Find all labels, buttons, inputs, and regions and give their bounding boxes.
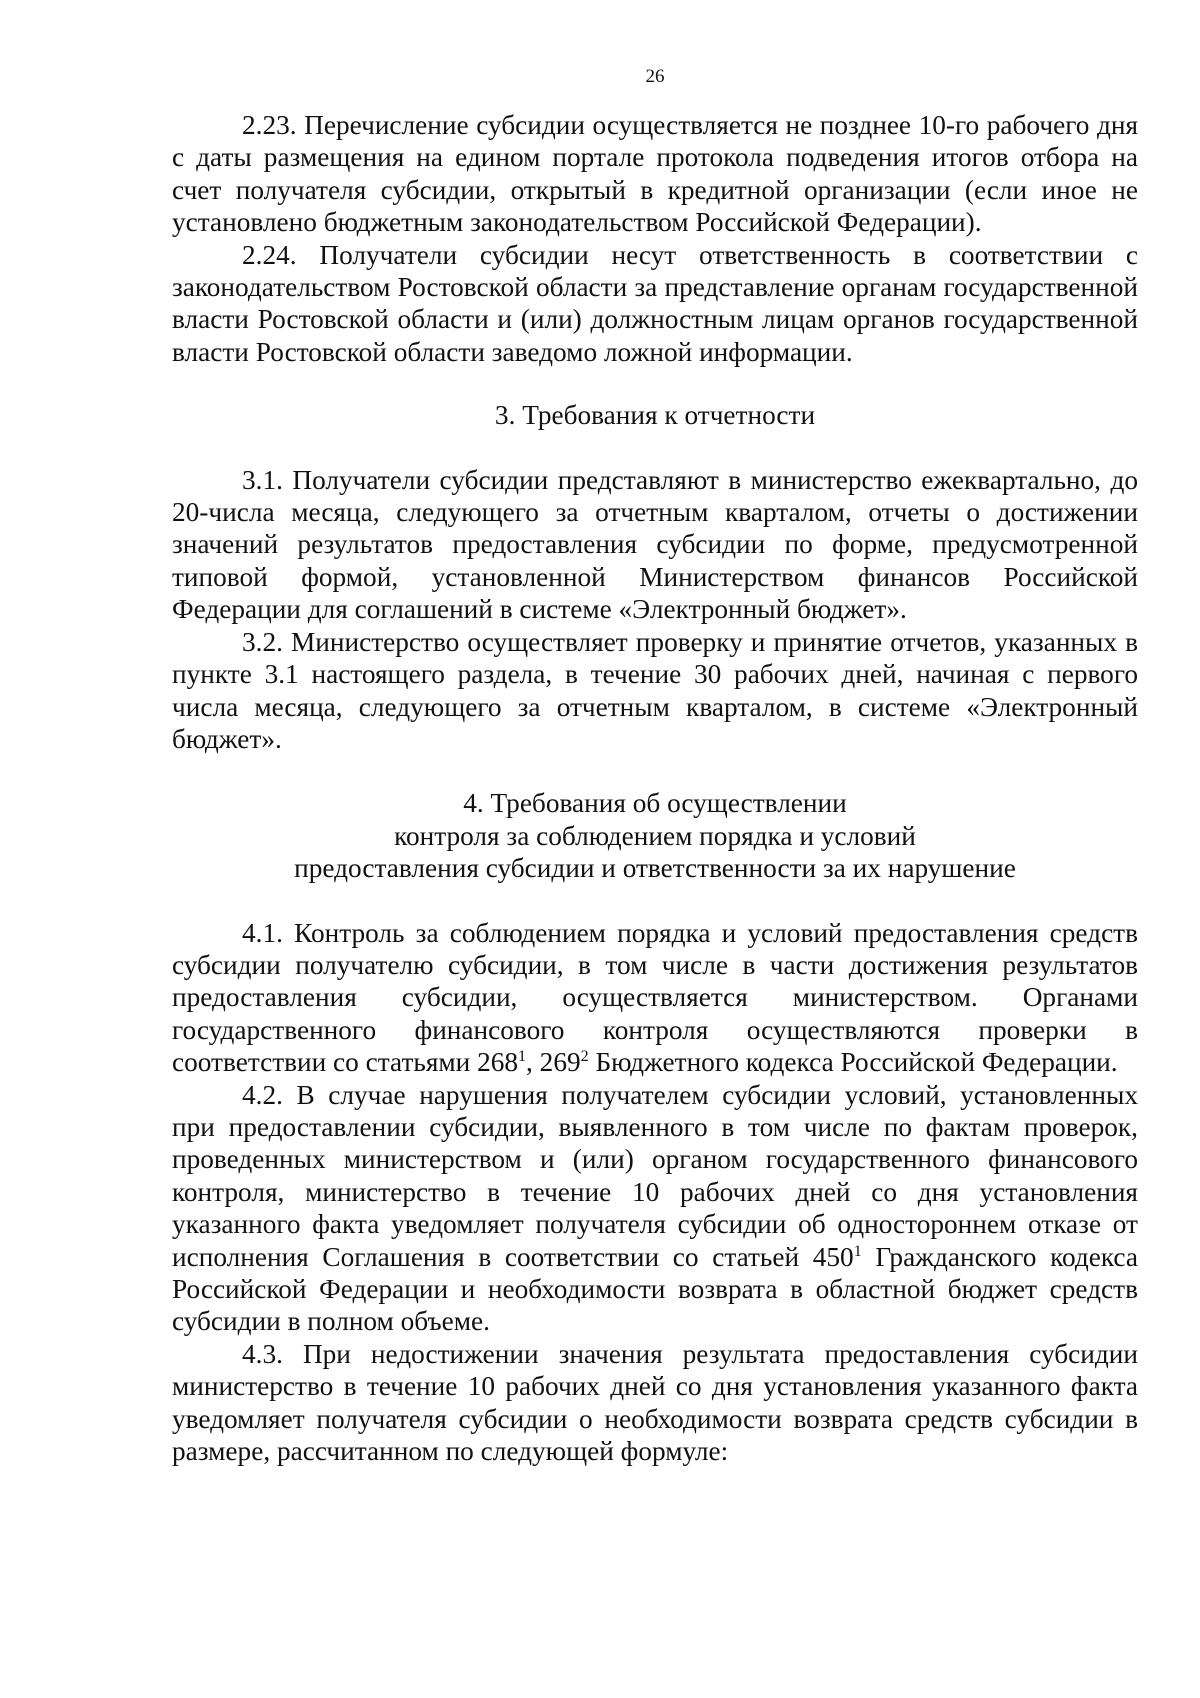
section-4-heading-line-1: 4. Требования об осуществлении (463, 788, 847, 819)
paragraph-4-2-text-a: 4.2. В случае нарушения получателем субсидии условий, установленных при предоставлении субсидии, выявленного в том числе по фактам проверок, проведенных министерством и (или) органом государственного финансового контроля, министерство в течение 10 рабочих дней со дня установления указанного факта уведомляет получателя субсидии об одностороннем отказе от исполнения Соглашения в соответствии со статьей 450 (172, 1079, 1138, 1272)
paragraph-4-3: 4.3. При недостижении значения результата предоставления субсидии министерство в течение 10 рабочих дней со дня установления указанного факта уведомляет получателя субсидии о необходимости возврата средств субсидии в размере, рассчитанном по следующей формуле: (172, 1338, 1138, 1467)
paragraph-4-1-text-a: 4.1. Контроль за соблюдением порядка и условий предоставления средств субсидии получателю субсидии, в том числе в части достижения результатов предоставления субсидии, осуществляется министерством. Органами государственного финансового контроля осуществляются проверки в соответствии со статьями 268 (172, 917, 1138, 1078)
paragraph-4-1-text-c: Бюджетного кодекса Российской Федерации. (588, 1047, 1118, 1078)
paragraph-4-2 (172, 1079, 1138, 1338)
paragraph-4-1 (172, 917, 1138, 1079)
paragraph-2-23: 2.23. Перечисление субсидии осуществляется не позднее 10-го рабочего дня с даты размещения на едином портале протокола подведения итогов отбора на счет получателя субсидии, открытый в кредитной организации (если иное не установлено бюджетным законодательством Российской Федерации). (172, 110, 1138, 238)
section-4-heading-line-2: контроля за соблюдением порядка и условий (394, 820, 916, 851)
paragraph-2-24: 2.24. Получатели субсидии несут ответственность в соответствии с законодательством Ростовской области за представление органам государственной власти Ростовской области и (или) должностным лицам органов государственной власти Ростовской области заведомо ложной информации. (172, 239, 1138, 367)
paragraph-3-1: 3.1. Получатели субсидии представляют в министерство ежеквартально, до 20-числа месяца, следующего за отчетным кварталом, отчеты о достижении значений результатов предоставления субсидии по форме, предусмотренной типовой формой, установленной Министерством финансов Российской Федерации для соглашений в системе «Электронный бюджет». (172, 464, 1138, 625)
section-4-heading (172, 787, 1138, 884)
section-3-heading: 3. Требования к отчетности (494, 400, 816, 431)
page-number: 26 (645, 66, 665, 87)
superscript-268: 1 (518, 1048, 527, 1066)
paragraph-4-2-text-b: Гражданского кодекса Российской Федерации и необходимости возврата в областной бюджет средств субсидии в полном объеме. (172, 1241, 1139, 1337)
superscript-450: 1 (853, 1242, 862, 1260)
superscript-269: 2 (580, 1048, 589, 1066)
paragraph-4-1-text-b: , 269 (526, 1047, 581, 1078)
section-4-heading-line-3: предоставления субсидии и ответственности за их нарушение (294, 853, 1016, 884)
paragraph-3-2: 3.2. Министерство осуществляет проверку и принятие отчетов, указанных в пункте 3.1 настоящего раздела, в течение 30 рабочих дней, начиная с первого числа месяца, следующего за отчетным кварталом, в системе «Электронный бюджет». (172, 626, 1138, 754)
